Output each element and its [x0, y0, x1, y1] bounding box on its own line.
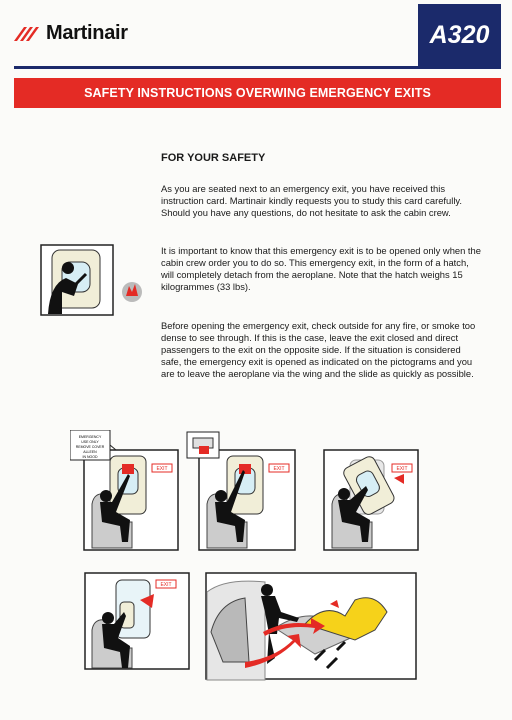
svg-text:IN NOOD: IN NOOD — [82, 455, 98, 459]
pictogram-step-4 — [84, 572, 192, 672]
exit-sign: EXIT — [273, 466, 285, 472]
pictogram-step-2 — [185, 430, 297, 552]
hatch-paragraph: It is important to know that this emergency exit is to be opened only when the cabin crew order you to do so. This emergency exit, in the form of a hatch, will completely detach from the aeroplane. Note that the hatch weighs 15 kilogrammes (33 lbs). — [161, 245, 481, 292]
check-outside-illustration — [40, 244, 152, 316]
pictogram-step-5-slide — [205, 572, 419, 682]
procedure-paragraph: Before opening the emergency exit, check outside for any fire, or smoke too dense to see through. If this is the case, leave the exit closed and direct passengers to the exit on the opposite side. If the situation is considered safe, the emergency exit is opened as indicated on the pictograms and you are to leave the aeroplane via the wing and the slide as quickly as possible. — [161, 320, 476, 379]
aircraft-type-badge: A320 — [418, 4, 501, 66]
exit-sign: EXIT — [396, 466, 408, 472]
title-banner: SAFETY INSTRUCTIONS OVERWING EMERGENCY EXITS — [14, 78, 501, 108]
intro-paragraph: As you are seated next to an emergency exit, you have received this instruction card. Martinair kindly requests you to study this card carefully. Should you have any questions, do not hesitate to ask the cabin crew. — [161, 183, 462, 218]
svg-text:USE ONLY: USE ONLY — [81, 440, 99, 444]
svg-text:EMERGENCY: EMERGENCY — [78, 435, 102, 439]
header-divider — [14, 66, 501, 69]
martinair-logo — [14, 22, 128, 45]
svg-text:ALLEEN: ALLEEN — [83, 450, 97, 454]
exit-sign: EXIT — [160, 582, 172, 588]
logo-stripes-icon — [14, 23, 44, 45]
pictogram-step-3 — [310, 430, 420, 552]
svg-text:REMOVE COVER: REMOVE COVER — [75, 445, 105, 449]
pictogram-step-1 — [70, 430, 180, 552]
brand-name: Martinair — [46, 22, 128, 44]
section-heading: FOR YOUR SAFETY — [161, 152, 266, 164]
exit-sign: EXIT — [156, 466, 168, 472]
